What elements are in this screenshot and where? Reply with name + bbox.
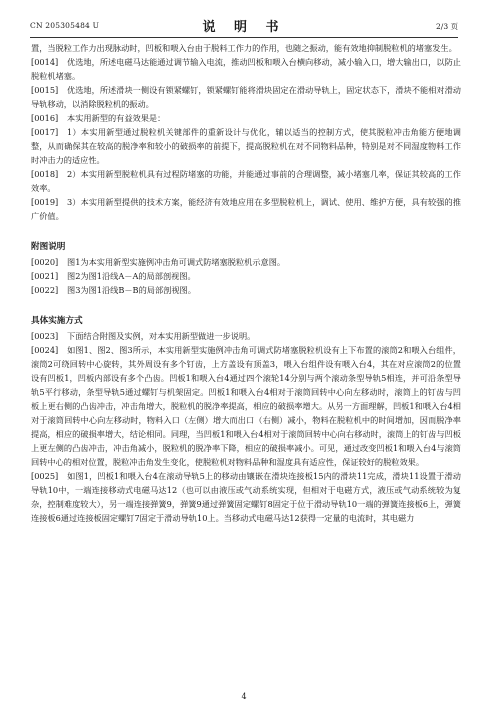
paragraph-number: [0023]	[31, 331, 59, 341]
section-heading-figures: 附图说明	[31, 242, 66, 252]
page-header	[30, 16, 458, 36]
paragraph-text: 优选地，所述电磁马达能通过调节输入电流，推动凹板和喂入台横向移动，减小输入口，增大输出口，以防止脱粒机堵塞。	[31, 57, 461, 81]
paragraph-number: [0021]	[31, 271, 59, 281]
paragraph-number: [0015]	[31, 85, 59, 95]
paragraph-number: [0025]	[31, 471, 59, 481]
paragraph-number: [0014]	[31, 57, 59, 67]
paragraph-text: 置，当脱粒工作力出现脉动时，凹板和喂入台由于脱料工作力的作用，也随之振动，能有效地抑制脱粒机的堵塞发生。	[31, 43, 457, 53]
paragraph-0023	[31, 329, 461, 343]
paragraph-text: 2）本实用新型脱粒机具有过程防堵塞的功能，并能通过事前的合理调整，减小堵塞几率，保证其较高的工作效率。	[31, 169, 461, 193]
paragraph-text: 图1为本实用新型实施例冲击角可调式防堵塞脱粒机示意图。	[67, 257, 286, 267]
paragraph-0017	[31, 125, 461, 167]
paragraph-number: [0016]	[31, 113, 59, 123]
section-heading-embodiment: 具体实施方式	[31, 316, 83, 326]
paragraph-0024	[31, 343, 461, 469]
paragraph-text: 如图1，凹板1和喂入台4在滚动导轨5上的移动由镶嵌在滑块连接板15内的滑块11完成，滑块11设置于滑动导轨10中，一端连接移动式电磁马达12（也可以由液压或气动系统实现，但相对于电磁方式，液压或气动系统较为复杂，控制难度较大），另一端连接弹簧9，弹簧9通过弹簧固定螺钉8固定于位于滑动导轨10一端的弹簧连接板6上，弹簧连接板6通过连接板固定螺钉7固定于滑动导轨10上。当移动式电磁马达12获得一定量的电流时，其电磁力	[31, 471, 461, 523]
paragraph-0021	[31, 269, 461, 283]
paragraph-text: 图2为图1沿线A－A的局部剖视图。	[67, 271, 196, 281]
paragraph-0025	[31, 469, 461, 525]
paragraph-number: [0024]	[31, 345, 59, 355]
paragraph-text: 本实用新型的有益效果是：	[67, 113, 166, 123]
paragraph-number: [0019]	[31, 197, 59, 207]
paragraph-text: 3）本实用新型提供的技术方案，能经济有效地应用在多型脱粒机上，调试、使用、维护方便，具有较强的推广价值。	[31, 197, 461, 221]
paragraph-number: [0017]	[31, 127, 59, 137]
document-title: 说 明 书	[202, 20, 286, 35]
paragraph-number: [0022]	[31, 285, 59, 295]
paragraph-text: 优选地，所述滑块一侧设有锁紧螺钉，锁紧螺钉能将滑块固定在滑动导轨上，固定状态下，滑块不能相对滑动导轨移动，以消除脱粒机的振动。	[31, 85, 461, 109]
document-body	[31, 41, 461, 525]
paragraph-0019	[31, 195, 461, 223]
paragraph-number: [0018]	[31, 169, 59, 179]
paragraph-0022	[31, 283, 461, 297]
paragraph-text: 如图1、图2、图3所示，本实用新型实施例冲击角可调式防堵塞脱粒机设有上下布置的滚筒2和喂入台组件，滚筒2可绕回转中心旋转，其外周设有多个钉齿，上方盖设有顶盖3，喂入台组件设有喂入台4，其在对应滚筒2的位置设有凹板1，凹板内部设有多个凸齿。凹板1和喂入台4通过四个滚轮14分别与两个滚动条型导轨5相连，并可沿条型导轨5平行移动，条型导轨5通过螺钉与机架固定。凹板1和喂入台4相对于滚筒回转中心向左移动时，滚筒上的钉齿与凹板上更右侧的凸齿冲击，冲击角增大，脱粒机的脱净率提高，相应的破损率增大。从另一方面理解，凹板1和喂入台4相对于滚筒回转中心向左移动时，物料入口（左侧）增大而出口（右侧）减小，物料在脱粒机中的时间增加，因而脱净率提高，相应的破损率增大，结论相同。同理，当凹板1和喂入台4相对于滚筒回转中心向右移动时，滚筒上的钉齿与凹板上更左侧的凸齿冲击，冲击角减小，脱粒机的脱净率下降，相应的破损率减小。可见，通过改变凹板1和喂入台4与滚筒回转中心的相对位置，脱粒冲击角发生变化，使脱粒机对物料品种和湿度具有适应性，保证较好的脱粒效果。	[31, 345, 461, 467]
page-number: 4	[241, 692, 247, 701]
page-count: 2/3 页	[436, 22, 458, 31]
publication-number: CN 205305484 U	[30, 21, 100, 30]
paragraph-0020	[31, 255, 461, 269]
paragraph-text: 1）本实用新型通过脱粒机关键部件的重新设计与优化，辅以适当的控制方式，使其脱粒冲击角能方便地调整，从而确保其在较高的脱净率和较小的破损率的前提下，提高脱粒机在对不同物料品种，特别是对不同湿度物料工作时冲击力的适应性。	[31, 127, 461, 165]
paragraph-number: [0020]	[31, 257, 59, 267]
paragraph-0015	[31, 83, 461, 111]
paragraph-text: 图3为图1沿线B－B的局部剖视图。	[67, 285, 196, 295]
paragraph-0014	[31, 55, 461, 83]
paragraph-text: 下面结合附图及实例，对本实用新型做进一步说明。	[67, 331, 256, 341]
paragraph-continued	[31, 41, 461, 55]
paragraph-0016	[31, 111, 461, 125]
header-divider	[30, 37, 458, 38]
paragraph-0018	[31, 167, 461, 195]
